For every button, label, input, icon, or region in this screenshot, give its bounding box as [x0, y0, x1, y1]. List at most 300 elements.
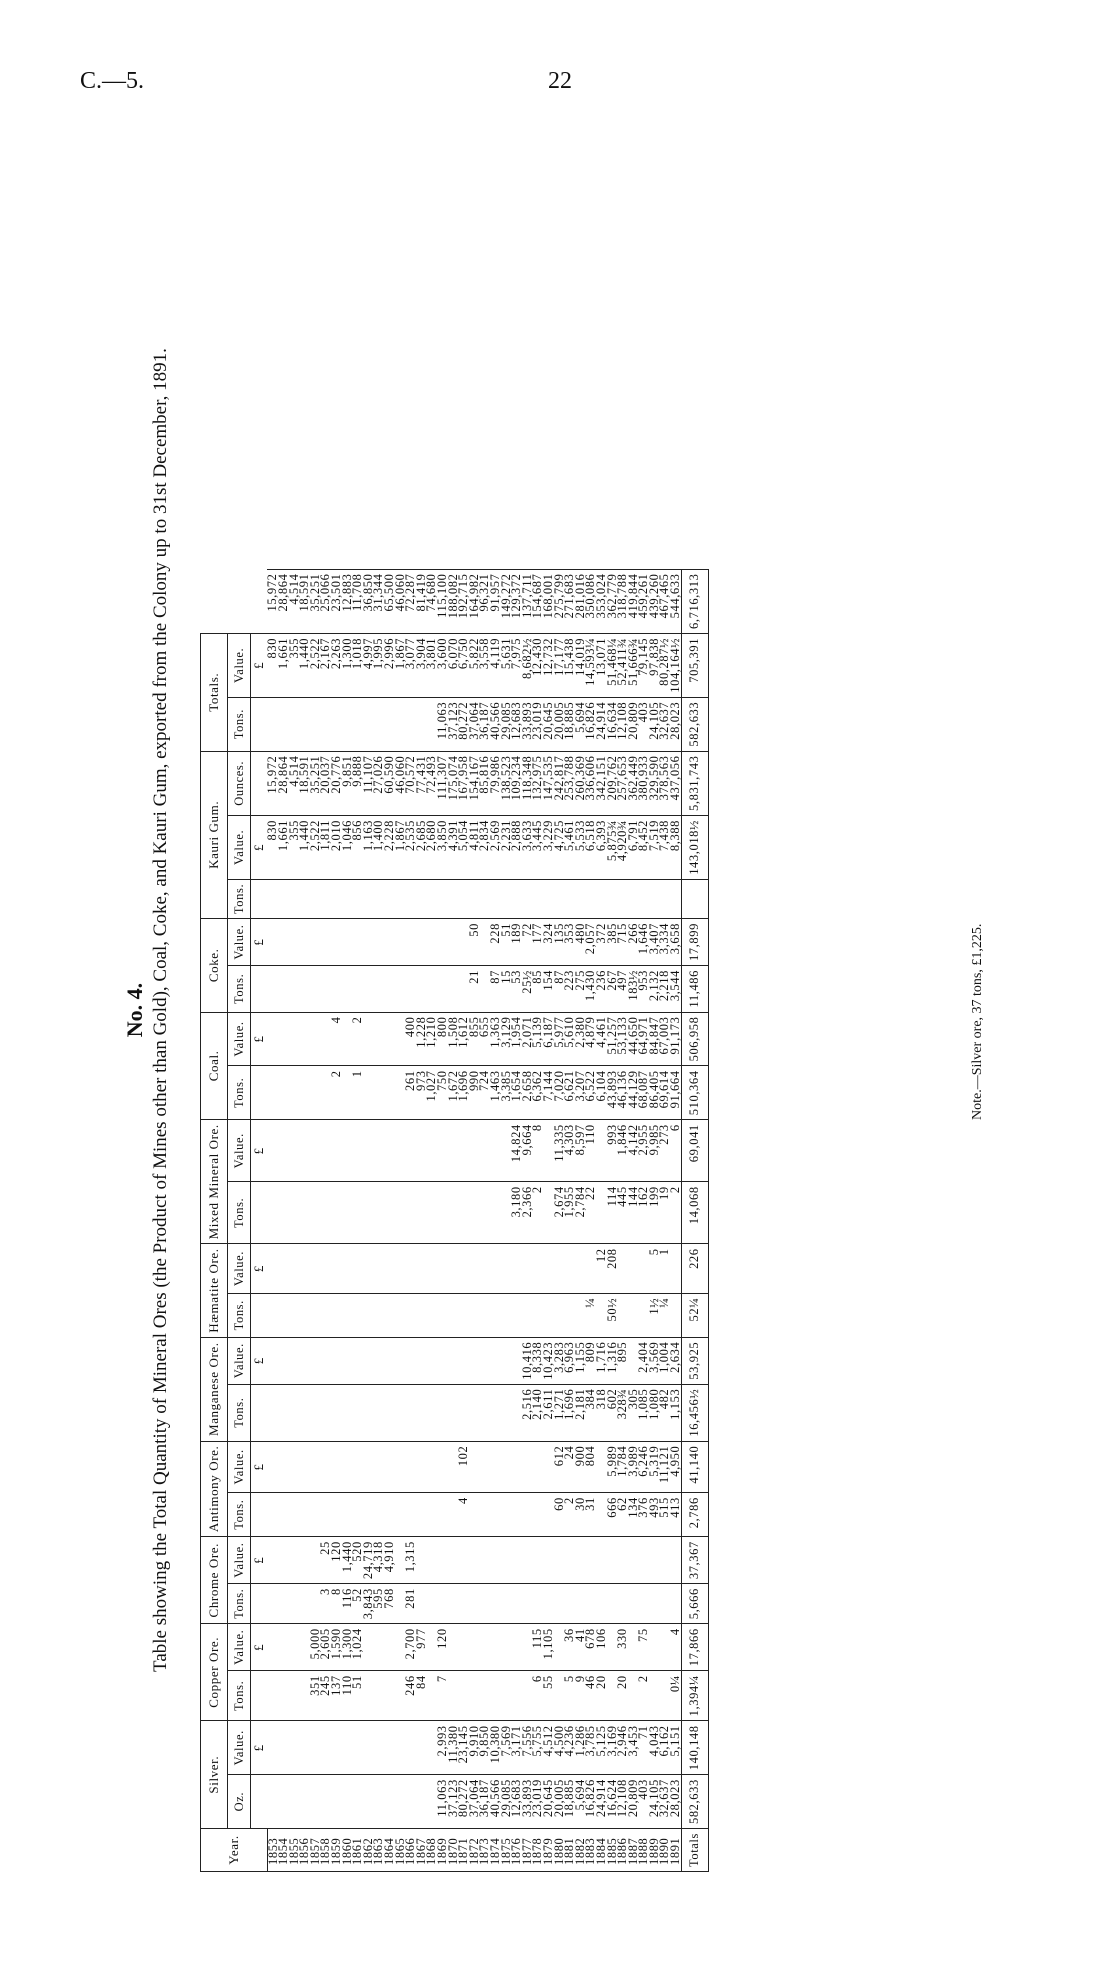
column-subheader: Value.	[228, 1537, 251, 1584]
value-cell: 79,986	[490, 751, 501, 815]
value-cell	[501, 1584, 512, 1624]
value-cell: 12,108	[617, 1775, 628, 1829]
totals-cell: 69,041	[681, 1120, 708, 1182]
year-cell: 1863	[373, 1829, 384, 1872]
value-cell: 91,664	[670, 1066, 681, 1120]
value-cell: 12,683	[511, 697, 522, 751]
value-cell: 20,809	[628, 1775, 639, 1829]
value-cell	[289, 1493, 300, 1537]
value-cell: 993	[607, 1120, 618, 1182]
value-cell: 199	[649, 1182, 660, 1244]
value-cell: 20,809	[628, 697, 639, 751]
group-header: Manganese Ore.	[201, 1337, 228, 1441]
value-cell	[342, 966, 353, 1013]
totals-cell: 53,925	[681, 1337, 708, 1384]
value-cell	[564, 1244, 575, 1293]
value-cell	[490, 1624, 501, 1671]
value-cell: 2,996	[384, 633, 395, 697]
value-cell	[617, 1537, 628, 1584]
value-cell	[299, 1493, 310, 1537]
value-cell	[437, 1244, 448, 1293]
value-cell	[384, 1244, 395, 1293]
value-cell	[511, 1537, 522, 1584]
value-cell	[278, 879, 289, 918]
value-cell	[458, 1537, 469, 1584]
value-cell: 520	[352, 1537, 363, 1584]
value-cell	[267, 1337, 278, 1384]
value-cell: 4,043	[649, 1721, 660, 1775]
value-cell	[458, 1244, 469, 1293]
value-cell: 154,687	[532, 569, 543, 633]
value-cell: 132,975	[532, 751, 543, 815]
value-cell: 2	[638, 1671, 649, 1721]
totals-row	[681, 569, 708, 1871]
value-cell: 1,046	[342, 815, 353, 879]
value-cell	[363, 966, 374, 1013]
group-header: Kauri Gum.	[201, 751, 228, 918]
value-cell	[543, 1244, 554, 1293]
value-cell: 1,440	[299, 815, 310, 879]
value-cell: 72,493	[426, 751, 437, 815]
group-header: Copper Ore.	[201, 1624, 228, 1721]
value-cell: 3,843	[363, 1584, 374, 1624]
value-cell: 8,682½	[522, 633, 533, 697]
value-cell	[501, 1293, 512, 1337]
value-cell	[416, 1441, 427, 1493]
value-cell: 1,440	[299, 633, 310, 697]
value-cell: 666	[607, 1493, 618, 1537]
value-cell	[501, 1244, 512, 1293]
value-cell: 2,132	[649, 966, 660, 1013]
value-cell: 52,411¾	[617, 633, 628, 697]
value-cell: 120	[437, 1624, 448, 1671]
value-cell: 324	[543, 919, 554, 966]
column-subheader: Value.	[228, 1721, 251, 1775]
value-cell	[384, 1337, 395, 1384]
value-cell: 85,816	[479, 751, 490, 815]
totals-cell: 14,068	[681, 1182, 708, 1244]
value-cell: 1,163	[363, 815, 374, 879]
value-cell: 445	[617, 1182, 628, 1244]
value-cell	[448, 1244, 459, 1293]
value-cell: 7,519	[649, 815, 660, 879]
value-cell: 70,572	[405, 751, 416, 815]
value-cell: 20,645	[543, 697, 554, 751]
value-cell	[501, 1671, 512, 1721]
value-cell	[289, 1775, 300, 1829]
group-header-row	[201, 569, 228, 1871]
value-cell	[310, 1120, 321, 1182]
value-cell: 809	[585, 1337, 596, 1384]
value-cell	[384, 1624, 395, 1671]
value-cell: 72,287	[405, 569, 416, 633]
value-cell	[373, 1293, 384, 1337]
currency-cell: £	[251, 1537, 268, 1584]
value-cell	[405, 1293, 416, 1337]
value-cell: 2,380	[575, 1012, 586, 1066]
value-cell: 245	[320, 1671, 331, 1721]
value-cell: 4,950	[670, 1441, 681, 1493]
value-cell: 271,683	[564, 569, 575, 633]
value-cell	[585, 1537, 596, 1584]
value-cell: 2,140	[532, 1384, 543, 1441]
group-header: Coke.	[201, 919, 228, 1013]
value-cell: 6,750	[458, 633, 469, 697]
value-cell: 350,086	[585, 569, 596, 633]
value-cell	[289, 1624, 300, 1671]
value-cell	[384, 1066, 395, 1120]
value-cell	[342, 1493, 353, 1537]
value-cell	[437, 1537, 448, 1584]
value-cell: 23,501	[331, 569, 342, 633]
value-cell	[426, 879, 437, 918]
totals-cell: 5,666	[681, 1584, 708, 1624]
year-cell: 1882	[575, 1829, 586, 1872]
value-cell: 242,817	[554, 751, 565, 815]
value-cell	[299, 1120, 310, 1182]
value-cell	[575, 879, 586, 918]
value-cell	[458, 1584, 469, 1624]
value-cell: 353	[564, 919, 575, 966]
value-cell	[458, 1671, 469, 1721]
value-cell: 55	[543, 1671, 554, 1721]
value-cell	[320, 697, 331, 751]
value-cell: 3,445	[532, 815, 543, 879]
value-cell: 1	[659, 1244, 670, 1293]
value-cell: 467,465	[659, 569, 670, 633]
value-cell	[511, 1441, 522, 1493]
value-cell	[448, 1537, 459, 1584]
year-cell: 1868	[426, 1829, 437, 1872]
value-cell: 177	[532, 919, 543, 966]
column-subheader: Value.	[228, 1012, 251, 1066]
value-cell: 15,972	[267, 751, 278, 815]
value-cell	[395, 1384, 406, 1441]
value-cell: 4,500	[554, 1721, 565, 1775]
value-cell	[289, 879, 300, 918]
value-cell: 1,004	[659, 1337, 670, 1384]
value-cell: 12,430	[532, 633, 543, 697]
value-cell	[469, 1441, 480, 1493]
year-cell: 1890	[659, 1829, 670, 1872]
value-cell: 275	[575, 966, 586, 1013]
value-cell	[416, 1384, 427, 1441]
value-cell	[363, 1012, 374, 1066]
value-cell	[522, 1441, 533, 1493]
value-cell: 1,867	[395, 633, 406, 697]
value-cell: 1,080	[649, 1384, 660, 1441]
value-cell: 40,566	[490, 1775, 501, 1829]
value-cell	[352, 966, 363, 1013]
value-cell	[543, 1584, 554, 1624]
value-cell	[299, 919, 310, 966]
value-cell: 5,631	[501, 633, 512, 697]
value-cell	[628, 1584, 639, 1624]
value-cell: 147,535	[543, 751, 554, 815]
table-row	[670, 569, 681, 1871]
value-cell: 4,391	[448, 815, 459, 879]
value-cell: 35,251	[310, 569, 321, 633]
value-cell	[373, 1244, 384, 1293]
value-cell	[448, 1384, 459, 1441]
value-cell	[479, 1624, 490, 1671]
year-cell: 1870	[448, 1829, 459, 1872]
value-cell: 209,762	[607, 751, 618, 815]
value-cell	[384, 1721, 395, 1775]
value-cell: 6,104	[596, 1066, 607, 1120]
value-cell	[585, 879, 596, 918]
value-cell	[532, 1244, 543, 1293]
value-cell: 60	[554, 1493, 565, 1537]
value-cell	[437, 879, 448, 918]
value-cell: 15	[501, 966, 512, 1013]
value-cell: 50	[469, 919, 480, 966]
value-cell	[426, 1244, 437, 1293]
value-cell: 5	[564, 1671, 575, 1721]
value-cell: 11,121	[659, 1441, 670, 1493]
value-cell: 114	[607, 1182, 618, 1244]
year-cell: 1864	[384, 1829, 395, 1872]
rotated-page	[120, 140, 1020, 1880]
value-cell	[416, 1721, 427, 1775]
value-cell: 2,658	[522, 1066, 533, 1120]
value-cell	[384, 1182, 395, 1244]
totals-cell: 2,786	[681, 1493, 708, 1537]
group-header: Coal.	[201, 1012, 228, 1120]
value-cell	[395, 1293, 406, 1337]
value-cell	[628, 1293, 639, 1337]
value-cell	[448, 1624, 459, 1671]
value-cell: 1,018	[352, 633, 363, 697]
value-cell: 5,694	[575, 1775, 586, 1829]
value-cell	[479, 1293, 490, 1337]
value-cell: 24,105	[649, 697, 660, 751]
value-cell: 11,708	[352, 569, 363, 633]
year-cell: 1887	[628, 1829, 639, 1872]
value-cell: 2,611	[543, 1384, 554, 1441]
value-cell: 5,989	[607, 1441, 618, 1493]
value-cell	[416, 1537, 427, 1584]
value-cell: 6,963	[564, 1337, 575, 1384]
year-cell: 1883	[585, 1829, 596, 1872]
value-cell	[448, 1182, 459, 1244]
totals-label: Totals	[681, 1829, 708, 1872]
totals-cell: 705,391	[681, 633, 708, 697]
value-cell	[426, 1493, 437, 1537]
value-cell: 5,000	[310, 1624, 321, 1671]
value-cell	[299, 1337, 310, 1384]
value-cell: 1,463	[490, 1066, 501, 1120]
value-cell: 3,658	[670, 919, 681, 966]
value-cell	[416, 1493, 427, 1537]
value-cell	[458, 1384, 469, 1441]
value-cell	[342, 1775, 353, 1829]
value-cell	[384, 919, 395, 966]
value-cell: 13,071	[596, 633, 607, 697]
value-cell	[278, 1584, 289, 1624]
value-cell	[384, 1441, 395, 1493]
value-cell	[469, 1537, 480, 1584]
column-subheader: Value.	[228, 919, 251, 966]
column-subheader: Tons.	[228, 1584, 251, 1624]
value-cell	[416, 879, 427, 918]
value-cell: 175,074	[448, 751, 459, 815]
footnote: Note.—Silver ore, 37 tons, £1,225.	[970, 923, 985, 1120]
totals-cell: 582,633	[681, 1775, 708, 1829]
value-cell: 6,621	[564, 1066, 575, 1120]
value-cell: 1,846	[617, 1120, 628, 1182]
value-cell	[310, 1493, 321, 1537]
value-cell	[426, 1293, 437, 1337]
value-cell: 18,885	[564, 697, 575, 751]
value-cell: 37,123	[448, 697, 459, 751]
totals-cell: 6,716,313	[681, 569, 708, 633]
value-cell: 192,715	[458, 569, 469, 633]
year-cell: 1866	[405, 1829, 416, 1872]
value-cell: 1,811	[320, 815, 331, 879]
value-cell: 25	[320, 1537, 331, 1584]
value-cell	[649, 1671, 660, 1721]
value-cell: 53	[511, 966, 522, 1013]
value-cell	[320, 1120, 331, 1182]
value-cell: 378,563	[659, 751, 670, 815]
value-cell	[384, 1293, 395, 1337]
value-cell	[267, 1441, 278, 1493]
value-cell	[331, 1721, 342, 1775]
group-header: Totals.	[201, 633, 228, 751]
value-cell: 3,850	[437, 815, 448, 879]
totals-cell: 582,633	[681, 697, 708, 751]
value-cell: 2,888	[511, 815, 522, 879]
value-cell	[352, 1493, 363, 1537]
value-cell	[395, 1775, 406, 1829]
value-cell	[458, 1624, 469, 1671]
value-cell	[649, 1537, 660, 1584]
value-cell: 223	[564, 966, 575, 1013]
value-cell	[310, 1721, 321, 1775]
value-cell	[373, 1012, 384, 1066]
value-cell	[278, 919, 289, 966]
value-cell: 2,834	[479, 815, 490, 879]
value-cell: 44,650	[628, 1012, 639, 1066]
value-cell: 50½	[607, 1293, 618, 1337]
value-cell: 1,027	[426, 1066, 437, 1120]
value-cell	[479, 1671, 490, 1721]
value-cell: 2,522	[310, 815, 321, 879]
value-cell: 24	[564, 1441, 575, 1493]
value-cell: 7,020	[554, 1066, 565, 1120]
value-cell	[278, 1384, 289, 1441]
value-cell	[458, 1337, 469, 1384]
totals-cell: 37,367	[681, 1537, 708, 1584]
value-cell	[352, 697, 363, 751]
value-cell	[299, 1384, 310, 1441]
column-subheader: Tons.	[228, 879, 251, 918]
value-cell	[564, 1584, 575, 1624]
value-cell: 318	[596, 1384, 607, 1441]
value-cell	[617, 879, 628, 918]
value-cell: 138,523	[501, 751, 512, 815]
year-cell: 1867	[416, 1829, 427, 1872]
value-cell: 895	[617, 1337, 628, 1384]
value-cell	[289, 1671, 300, 1721]
value-cell	[575, 1537, 586, 1584]
value-cell	[310, 1293, 321, 1337]
value-cell: 5,755	[532, 1721, 543, 1775]
value-cell: 1,672	[448, 1066, 459, 1120]
value-cell: 32,637	[659, 697, 670, 751]
column-subheader: Tons.	[228, 1384, 251, 1441]
value-cell: 129,372	[511, 569, 522, 633]
value-cell: ¼	[659, 1293, 670, 1337]
value-cell: 15,438	[564, 633, 575, 697]
value-cell	[554, 879, 565, 918]
value-cell: 118,348	[522, 751, 533, 815]
value-cell: 403	[638, 697, 649, 751]
value-cell	[352, 919, 363, 966]
exports-table	[200, 569, 709, 1872]
value-cell	[479, 1120, 490, 1182]
value-cell	[342, 1293, 353, 1337]
year-cell: 1888	[638, 1829, 649, 1872]
value-cell	[267, 1493, 278, 1537]
value-cell: 80,272	[458, 697, 469, 751]
year-cell: 1878	[532, 1829, 543, 1872]
value-cell: 33,893	[522, 1775, 533, 1829]
value-cell	[320, 1182, 331, 1244]
value-cell	[384, 879, 395, 918]
value-cell: 2,569	[490, 815, 501, 879]
value-cell	[342, 1337, 353, 1384]
value-cell: 1,995	[373, 633, 384, 697]
value-cell: 385	[607, 919, 618, 966]
value-cell: 2	[670, 1182, 681, 1244]
value-cell: 1,300	[342, 633, 353, 697]
value-cell	[490, 1537, 501, 1584]
value-cell	[448, 879, 459, 918]
value-cell: 11,335	[554, 1120, 565, 1182]
column-subheader: Tons.	[228, 1182, 251, 1244]
value-cell	[416, 1337, 427, 1384]
value-cell	[532, 1537, 543, 1584]
value-cell: 953	[638, 966, 649, 1013]
currency-cell	[251, 1584, 268, 1624]
table-heading	[120, 140, 172, 1880]
value-cell: 2,263	[331, 633, 342, 697]
value-cell	[416, 966, 427, 1013]
value-cell: 72	[522, 919, 533, 966]
value-cell	[490, 1293, 501, 1337]
value-cell	[490, 1441, 501, 1493]
value-cell	[310, 1244, 321, 1293]
totals-cell: 52¼	[681, 1293, 708, 1337]
value-cell: 1,153	[670, 1384, 681, 1441]
value-cell: 2,071	[522, 1012, 533, 1066]
value-cell: 403	[638, 1775, 649, 1829]
value-cell	[596, 1537, 607, 1584]
value-cell: 14,593¼	[585, 633, 596, 697]
value-cell: 2	[532, 1182, 543, 1244]
value-cell	[437, 1293, 448, 1337]
value-cell: 5,139	[532, 1012, 543, 1066]
value-cell: 1,954	[511, 1012, 522, 1066]
value-cell: 1½	[649, 1293, 660, 1337]
value-cell	[299, 1537, 310, 1584]
currency-cell: £	[251, 1244, 268, 1293]
value-cell	[617, 1293, 628, 1337]
value-cell	[352, 1775, 363, 1829]
totals-cell: 510,364	[681, 1066, 708, 1120]
